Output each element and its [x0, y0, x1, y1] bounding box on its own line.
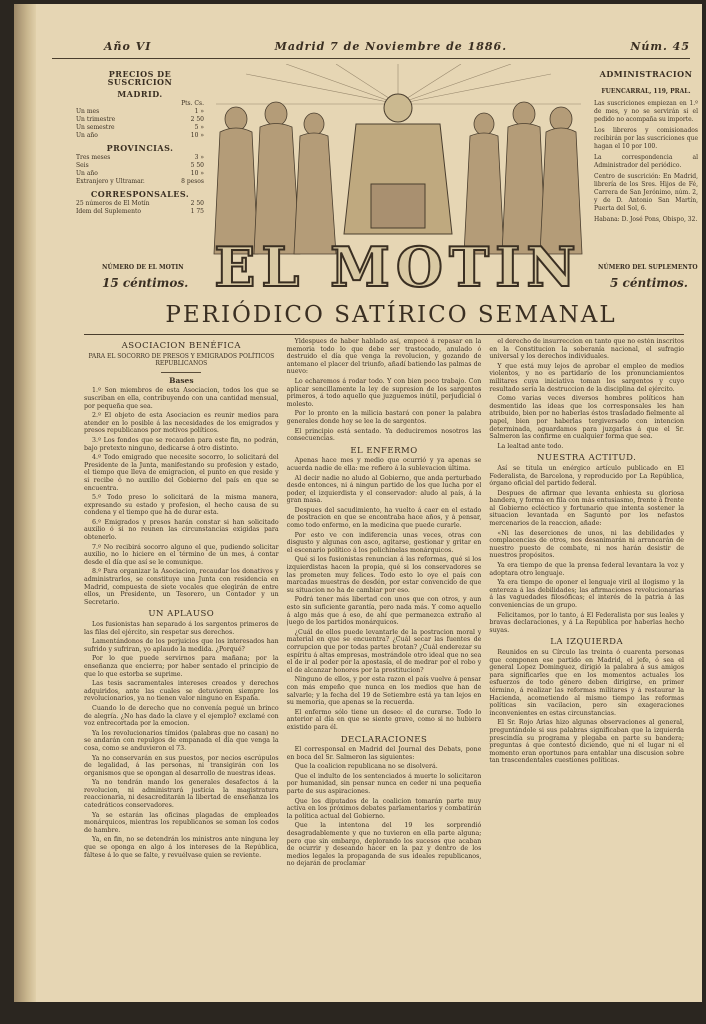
price-row [76, 208, 204, 216]
paragraph: Ya se estarán las oficinas plagadas de empleados monárquicos, mientras los republicanos se soman los codos de hambre. [84, 811, 279, 834]
correspondents-label: CORRESPONSALES. [90, 189, 190, 199]
paragraph: Lamentándonos de los perjuicios que los interesados han sufrido y sufriran, yo aplaudo la medida. ¿Porqué? [84, 638, 279, 653]
price-label: Un semestre [76, 124, 115, 131]
paragraph: 7.º No recibirá socorro alguno el que, pudiendo solicitar auxilio, no lo hiciere en el término de un mes, á contar desde el día que así se le comunique. [84, 543, 279, 566]
paragraph: Por esto ve con indiferencia unas veces, otras con disgusto y algunas con asco, agitarse, gestionar y gritar en el escenario político á los polichinelas monárquicos. [286, 531, 482, 554]
paragraph: Despues del sacudimiento, ha vuelto á caer en el estado de postracion en que se encontraba hace años, y á pensar, como todo enfermo, en la medicina que puede curarle. [286, 506, 482, 530]
paragraph: Que los diputados de la coalicion tomarán parte muy activa en los próximos debates parlamentarios y combatirán la política actual del Gobierno. [286, 797, 482, 820]
paragraph: El corresponsal en Madrid del Journal des Debats, pone en boca del Sr. Salmeron las siguientes: [286, 746, 482, 761]
paragraph: La lealtad ante todo. [497, 442, 564, 450]
price-row [76, 178, 204, 186]
price-label: Un trimestre [76, 116, 116, 123]
issue-year: Año VI [104, 39, 152, 53]
issue-date: Madrid 7 de Noviembre de 1886. [274, 39, 508, 53]
paragraph: Así se titula un enérgico artículo publicado en El Federalista, de Barcelona, y reproducido por La República, órgano oficial del partido federal. [489, 464, 685, 488]
issue-number: Núm. 45 [630, 39, 690, 53]
paragraph: Ya era tiempo de oponer el lenguaje viril al ilogismo y la entereza á las debilidades; las afirmaciones revolucionarias á las vaguedades filosóficas; el interés de la patria á las conveniencias de un grupo. [489, 579, 685, 609]
paragraph: Al decir nadie no aludo al Gobierno, que anda perturbado desde entonces, ni á ningun partido de los que lucha por el poder, el izquierdista y el conservador: aludo al país, á la gran masa. [286, 474, 482, 505]
price-row [76, 132, 204, 140]
paragraph: Por lo pronto en la milicia bastará con poner la palabra generales donde hoy se lee la de sargentos. [286, 410, 482, 425]
price-label: Un mes [76, 108, 100, 115]
paragraph: El principio está sentado. Ya deduciremos nosotros las consecuencias. [286, 427, 482, 443]
paragraph: el derecho de insurreccion en tanto que no estén inscritos en la Constitucion la soberanía nacional, el sufragio universal y los derechos individuales. [489, 338, 685, 361]
price-value: 3 » [194, 154, 204, 161]
number-label: NÚMERO DE EL MOTIN [102, 264, 184, 271]
paragraph: Felicitamos, por lo tanto, á El Federalista por sus leales y bravas declaraciones, y á La República por haberlas hecho suyas. [489, 611, 685, 634]
paragraph: El Sr. Rojo Arias hizo algunas observaciones al general, preguntándole si sus palabras significaban que la izquierda prescindía su programa y plegaba en parte su bandera; preguntas á que contestó diciendo, que ni el lugar ni el momento eran oportunos para entablar una discusion sobre tan trascendentales cuestiones políticas. [489, 719, 685, 765]
number-price: 15 céntimos. [102, 276, 189, 290]
article-heading: DECLARACIONES [340, 734, 428, 745]
paragraph: Y que está muy lejos de aprobar el empleo de medios violentos, y no es partidario de los pronunciamientos militares cuya iniciativa toman los sargentos y cuyo resultado sería la destruccion de la disciplina del ejército. [489, 362, 685, 393]
admin-note: La correspondencia al Administrador del periódico. [594, 154, 698, 169]
paragraph: 6.º Emigrados y presos harán constar si han solicitado auxilio ó si no reunen las circunstancias exigidas para obtenerlo. [84, 518, 279, 542]
paragraph: Los fusionistas han separado á los sargentos primeros de las filas del ejército, sin respetar sus derechos. [84, 621, 279, 636]
price-row [76, 170, 204, 178]
subscription-title: PRECIOS DE SUSCRICION [107, 69, 173, 87]
paragraph: 1.º Son miembros de esta Asociacion, todos los que se suscriban en ella, contribuyendo con una cantidad mensual, por pequeña que sea. [84, 387, 279, 410]
paragraph: Ya no tendrán mando los generales desafectos á la revolucion, ni administrará justicia la magistratura reaccionaria, ni desacreditarán la libertad de enseñanza los catedráticos conservadores. [84, 779, 279, 810]
paragraph: 8.º Para organizar la Asociacion, recaudar los donativos y administrarlos, se constituye una Junta con residencia en Madrid, compuesta de siete vocales que elegirán de entre ellos, un Presidente, un Tesorero, un Contador y un Secretario. [84, 568, 279, 606]
paragraph: Yldespues de haber hablado así, empecé á repasar en la memoria todo lo que debe ser trastocado, anulado ó destruido el día que venga la revolucion, y gozando de antemano el placer del triunfo, añadí batiendo las palmas de nuevo: [286, 338, 482, 376]
bases-heading: Bases [169, 375, 194, 385]
header-rule [52, 58, 690, 59]
admin-note: Los libreros y comisionados recibirán por las suscriciones que hagan el 10 por 100. [594, 127, 698, 150]
paragraph: Ya los revolucionarios tímidos (palabras que no casan) no se andarán con repulgos de empanada el día que venga la cosa, como se anduvieron el 73. [84, 729, 279, 752]
paragraph: Las tesis sacramentales intereses creados y derechos adquiridos, ante las cuales se detuvieron siempre los revolucionarios, ya no tienen valor ninguno en España. [84, 680, 279, 703]
price-value: 8 pesos [181, 178, 204, 185]
article-heading: ASOCIACION BENÉFICA [121, 341, 242, 351]
price-value: 2 50 [190, 116, 204, 123]
paragraph: ¿Cuál de ellos puede levantarle de la postracion moral y material en que se encuentra? ¿Cuál secar las fuentes de corrupcion que por todas partes brotan? ¿Cuál enderezar su espíritu á altas empresas, mostrándole otro ideal que no sea el de ir al poder por la apostasía, el de medrar por el robo y el de alcanzar honores por la prostitucion? [286, 628, 482, 674]
paragraph: Como varias veces diversos hombres políticos han desmentido las ideas que los corresponsales les han atribuido, bien por no haberlas éstos trasladado fielmente al papel, bien por haberlas tergiversado con intencion determinada, aguardamos para juzgarlas á que el Sr. Salmeron las confirme en cualquier forma que sea. [489, 395, 685, 441]
supplement-price: 5 céntimos. [610, 276, 688, 290]
page-binding [14, 4, 36, 1002]
admin-title: ADMINISTRACION [599, 69, 693, 79]
paragraph: El enfermo sólo tiene un deseo: el de curarse. Todo lo anterior al día en que se siente grave, como si no hubiera existido para él. [286, 708, 482, 731]
paragraph: Ya era tiempo de que la prensa federal levantara la voz y adoptara otro lenguaje. [489, 562, 685, 577]
admin-address: FUENCARRAL, 119, PRAL. [601, 88, 691, 95]
logo-el-motin: EL MOTIN [214, 235, 582, 296]
divider [161, 372, 201, 373]
paragraph: 4.º Todo emigrado que necesite socorro, lo solicitará del Presidente de la Junta, manifestando su profesion y estado, el tiempo que lleva de emigracion, el punto en que reside y si recibe ó no auxilio del Gobierno del país en que se encuentra. [84, 454, 279, 492]
article-heading: EL ENFERMO [350, 445, 418, 456]
paragraph: Por lo que puede servirnos para mañana; por la enseñanza que encierra; por haber sentado el principio de que lo que estorba se suprime. [84, 655, 279, 678]
price-label: 25 números de El Motín [76, 200, 150, 207]
price-value: 10 » [190, 170, 204, 177]
price-value: 5 50 [190, 162, 204, 169]
subscription-box [76, 66, 204, 216]
price-label: Tres meses [76, 154, 111, 161]
paragraph: Podrá tener más libertad con unos que con otros, y aun esto sin suficiente garantía, pero nada más. Y como aquello á algo más que á eso, de ahí que permanezca extraño al juego de los partidos monárquicos. [286, 596, 482, 627]
admin-note: Las suscriciones empiezan en 1.º de mes, y no se servirán si el pedido no acompaña su importe. [594, 100, 698, 123]
price-label: Seis [76, 162, 89, 169]
paragraph: Que la intentona del 19 les sorprendió desagradablemente y que no tuvieron en ella parte alguna; pero que sin embargo, deplorando los sucesos que acaban de ocurrir y deseando hacer en la paz y dentro de los medios legales la propaganda de sus ideales republicanos, no dejarán de proclamar [286, 822, 482, 868]
paragraph: «Ni las deserciones de unos, ni las debilidades y complacencias de otros, nos desanimarán ni arrancarán de nuestro puesto de combate, ni nos harán desistir de nuestros propósitos. [489, 529, 685, 560]
price-value: 10 » [190, 132, 204, 139]
price-value: 5 » [194, 124, 204, 131]
paragraph: Ya no conservarán en sus puestos, por necios escrúpulos de legalidad, á las personas, ni transigirán con los organismos que se opongan al desarrollo de nuestras ideas. [84, 754, 279, 777]
admin-note: Habana: D. José Pons, Obispo, 32. [594, 216, 698, 223]
price-columns: Pts. Cs. [181, 100, 204, 107]
paragraph: Qué si los fusionistas renuncian á las reformas, qué si los izquierdistas hacen la propia, qué si los conservadores se las prometen muy felices. Todo esto lo oye el país con marcadas muestras de desdén, por estar convencido de que su situacion no ha de cambiar por eso. [286, 556, 482, 594]
price-label: Un año [76, 132, 98, 139]
paragraph: Ya, en fin, no se detendrán los ministros ante ninguna ley que se oponga en algo á los intereses de la República, fáltese á lo que se falte, y revuélvase quien se reviente. [84, 836, 279, 859]
paragraph: Que la coalicion republicana no se disolverá. [294, 763, 438, 771]
price-row [76, 200, 204, 208]
madrid-label: MADRID. [117, 89, 163, 99]
price-row [76, 116, 204, 124]
paragraph: Ninguno de ellos, y por esta razon el país vuelve á pensar con más empeño que nunca en los medios que han de salvarle; y la fecha del 19 de Setiembre está ya tan lejos en su memoria, que apenas se la recuerda. [286, 676, 482, 707]
paragraph: Cuando lo de derecho que no convenía pegué un brinco de alegría. ¿No has dado la clave y el ejemplo? exclamé con voz entrecortada por la emocion. [84, 704, 279, 728]
price-row [76, 124, 204, 132]
paragraph: Apenas hace mes y medio que ocurrió y ya apenas se acuerda nadie de ella: me refiero á la sublevacion última. [286, 457, 482, 472]
article-heading: NUESTRA ACTITUD. [537, 453, 637, 464]
paragraph: 5.º Todo preso lo solicitará de la misma manera, expresando su estado y profesion, el hecho causa de su condena y el tiempo que ha de durar esta. [84, 494, 279, 517]
price-row [76, 162, 204, 170]
price-label: Extranjero y Ultramar. [76, 178, 145, 185]
paragraph: 2.º El objeto de esta Asociacion es reunir medios para atender en lo posible á las necesidades de los emigrados y presos republicanos por motivos políticos. [84, 412, 279, 435]
paragraph: 3.º Los fondos que se recauden para este fin, no podrán, bajo pretexto ninguno, dedicarse á otro distinto. [84, 436, 279, 452]
price-row [76, 108, 204, 116]
price-value: 1 » [194, 108, 204, 115]
admin-note: Centro de suscrición: En Madrid, librería de los Sres. Hijos de Fé, Carrera de San Jerónimo, núm. 2, y de D. Antonio San Martín, Puerta del Sol, 6. [594, 173, 698, 212]
title-rule [84, 334, 684, 335]
paragraph: Lo echaremos á rodar todo. Y con bien poco trabajo. Con aplicar sencillamente la ley de supresion de los sargentos primeros, á todo aquello que juzguemos inútil, perjudicial ó molesto. [286, 377, 482, 408]
running-header [104, 38, 690, 54]
price-label: Idem del Suplemento [76, 208, 141, 215]
article-subheading: PARA EL SOCORRO DE PRESOS Y EMIGRADOS POLÍTICOS REPUBLICANOS [88, 352, 275, 368]
masthead-illustration [206, 64, 591, 296]
price-value: 2 50 [190, 200, 204, 207]
provinces-label: PROVINCIAS. [106, 143, 174, 153]
column-1 [84, 338, 279, 968]
newspaper-subtitle: PERIÓDICO SATÍRICO SEMANAL [165, 302, 617, 328]
paragraph: Que el indulto de los sentenciados á muerte lo solicitaron por humanidad, sin pensar nunca en ceder ni una pequeña parte de sus aspiraciones. [286, 772, 482, 796]
article-heading: LA IZQUIERDA [550, 637, 624, 648]
price-row [76, 154, 204, 162]
paragraph: Reunidos en su Círculo las treinta ó cuarenta personas que componen ese partido en Madrid, el jefe, ó sea el general Lopez Dominguez, dirigió la palabra á sus amigos para significarles que en los momentos actuales los esfuerzos de todo género deben dirigirse, en primer término, á realizar las reformas militares y á restaurar la Hacienda, acometiendo al mismo tiempo las reformas políticas sin vacilacion, pero sin exageraciones inconvenientes en estas circunstancias. [489, 648, 685, 717]
newspaper-page [14, 4, 702, 1002]
column-3 [489, 338, 684, 968]
administration-box [594, 70, 698, 227]
column-2 [287, 338, 482, 968]
supplement-label: NÚMERO DEL SUPLEMENTO [598, 264, 698, 271]
article-columns [84, 338, 684, 968]
paragraph: Despues de afirmar que levanta enhiesta su gloriosa bandera, y forma en fila con más entusiasmo, frente á frente al Gobierno ecléctico y fortunario que intenta sostener la situacion levantada en Sagunto por los nefastos mercenarios de la reaccion, añade: [489, 489, 685, 528]
article-heading: UN APLAUSO [148, 609, 215, 620]
price-value: 1 75 [190, 208, 204, 215]
price-label: Un año [76, 170, 98, 177]
